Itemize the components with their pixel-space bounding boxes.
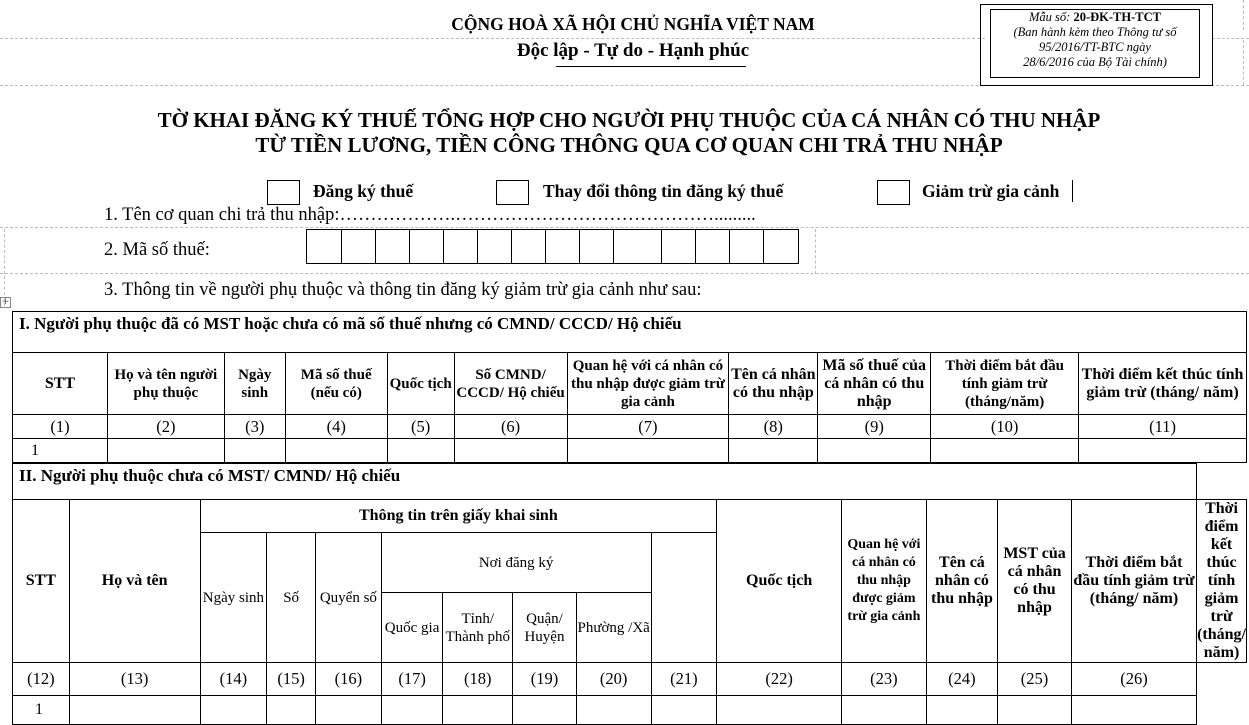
col-number: (7) [567,415,729,439]
col-header: Tên cá nhân có thu nhập [926,500,998,663]
deduction-checkbox[interactable] [877,180,910,205]
col-number: (9) [818,415,931,439]
tax-digit-divider [613,230,614,263]
table-move-handle-icon[interactable]: + [1,297,10,307]
section2-title: II. Người phụ thuộc chưa có MST/ CMND/ Hộ chiếu [13,464,1197,500]
table-cell[interactable] [443,696,513,725]
col-header: Quốc tịch [387,353,454,415]
tax-digit-divider [375,230,376,263]
col-number: (16) [316,663,382,696]
table-cell[interactable] [842,696,926,725]
col-header: Tỉnh/ Thành phố [443,593,513,663]
page-guide [815,229,816,274]
col-number: (21) [651,663,717,696]
col-header: Thời điểm bắt đầu tính giảm trừ (tháng/năm) [931,353,1079,415]
col-header: Họ và tên [69,500,200,663]
tax-digit-divider [477,230,478,263]
col-number: (4) [285,415,387,439]
table-cell[interactable] [267,696,316,725]
table-cell[interactable] [69,696,200,725]
table-cell[interactable] [454,439,567,463]
tax-digit-divider [443,230,444,263]
table-cell[interactable] [381,696,443,725]
col-header: Quốc gia [381,593,443,663]
tax-digit-divider [763,230,764,263]
col-header: Số [267,533,316,663]
table-cell[interactable] [818,439,931,463]
col-number: (3) [224,415,285,439]
row-number: 1 [13,696,70,725]
payer-name-field[interactable]: 1. Tên cơ quan chi trả thu nhập:……………….……………………………………......... [104,205,756,225]
form-title-line1: TỜ KHAI ĐĂNG KÝ THUẾ TỔNG HỢP CHO NGƯỜI PHỤ THUỘC CỦA CÁ NHÂN CÓ THU NHẬP [157,108,1101,132]
section1-title: I. Người phụ thuộc đã có MST hoặc chưa có mã số thuế nhưng có CMND/ CCCD/ Hộ chiếu [13,312,1247,353]
table-cell[interactable] [567,439,729,463]
col-header: Mã số thuế (nếu có) [285,353,387,415]
col-header: Thời điểm kết thúc tính giảm trừ (tháng/ năm) [1079,353,1247,415]
form-code-label: Mẫu số: [1029,10,1074,24]
page-guide [0,38,985,39]
form-note-line: 28/6/2016 của Bộ Tài chính) [1023,55,1167,69]
table-cell[interactable] [717,696,842,725]
col-number: (1) [13,415,108,439]
change-info-checkbox[interactable] [496,180,529,205]
col-header: Thông tin trên giấy khai sinh [200,500,717,533]
col-header: Thời điểm kết thúc tính giảm trừ (tháng/ năm) [1197,500,1246,661]
col-number: (2) [107,415,224,439]
table-cell[interactable] [224,439,285,463]
col-number: (24) [926,663,998,696]
col-number: (22) [717,663,842,696]
register-checkbox[interactable] [267,180,300,205]
col-number: (12) [13,663,70,696]
dependents-info-label: 3. Thông tin về người phụ thuộc và thông tin đăng ký giảm trừ gia cảnh như sau: [104,280,702,300]
col-number: (19) [513,663,577,696]
form-code-inner [990,9,1200,78]
tax-digit-divider [511,230,512,263]
table-cell[interactable] [729,439,818,463]
table-cell[interactable] [926,696,998,725]
page-guide [4,229,5,274]
deduction-label: Giảm trừ gia cảnh [922,181,1060,201]
table-cell[interactable] [1071,696,1196,725]
col-header: Quan hệ với cá nhân có thu nhập được giảm trừ gia cảnh [567,353,729,415]
motto-heading: Độc lập - Tự do - Hạnh phúc [516,40,750,61]
col-header: Quan hệ với cá nhân có thu nhập được giảm trừ gia cảnh [842,500,926,663]
col-header: Họ và tên người phụ thuộc [107,353,224,415]
tax-code-input[interactable] [306,229,799,264]
col-number: (17) [381,663,443,696]
col-number: (26) [1071,663,1196,696]
table-cell[interactable] [1079,439,1247,463]
col-number: (11) [1079,415,1247,439]
col-header: Quận/ Huyện [513,593,577,663]
col-number: (8) [729,415,818,439]
table-cell[interactable] [576,696,651,725]
col-number: (25) [998,663,1072,696]
form-note-line: (Ban hành kèm theo Thông tư số [1013,25,1177,39]
col-header: Mã số thuế của cá nhân có thu nhập [818,353,931,415]
col-header: Thời điểm bắt đầu tính giảm trừ (tháng/ năm) [1071,500,1196,663]
table-cell[interactable] [387,439,454,463]
col-header: Ngày sinh [200,533,267,663]
col-number: (10) [931,415,1079,439]
table-cell[interactable] [651,696,717,725]
col-header: Ngày sinh [224,353,285,415]
col-number: (23) [842,663,926,696]
col-number: (20) [576,663,651,696]
col-header: STT [13,500,70,663]
tax-digit-divider [341,230,342,263]
col-header: Quyển số [316,533,382,663]
col-number: (6) [454,415,567,439]
col-header: Nơi đăng ký [381,533,651,593]
col-number: (13) [69,663,200,696]
form-code: 20-ĐK-TH-TCT [1073,10,1161,24]
text-cursor [1072,180,1073,202]
page-guide [1212,38,1249,39]
change-info-label: Thay đổi thông tin đăng ký thuế [543,181,784,201]
nation-heading: CỘNG HOÀ XÃ HỘI CHỦ NGHĨA VIỆT NAM [451,14,815,34]
table-cell[interactable] [513,696,577,725]
col-header: Tên cá nhân có thu nhập [729,353,818,415]
motto-underline [556,66,746,67]
tax-digit-divider [729,230,730,263]
table-cell[interactable] [285,439,387,463]
col-number: (18) [443,663,513,696]
tax-code-label: 2. Mã số thuế: [104,240,210,260]
tax-digit-divider [409,230,410,263]
col-number: (5) [387,415,454,439]
section1-table [12,311,1247,463]
col-header: Số CMND/ CCCD/ Hộ chiếu [454,353,567,415]
col-header: Phường /Xã [576,593,651,663]
col-number: (14) [200,663,267,696]
col-header: Quốc tịch [717,500,842,663]
form-title-line2: TỪ TIỀN LƯƠNG, TIỀN CÔNG THÔNG QUA CƠ QUAN CHI TRẢ THU NHẬP [255,133,1003,157]
table-cell[interactable] [107,439,224,463]
col-header: STT [13,353,108,415]
col-number: (15) [267,663,316,696]
tax-digit-divider [661,230,662,263]
tax-digit-divider [545,230,546,263]
page-guide [0,273,1249,274]
row-number: 1 [13,439,108,463]
table-cell[interactable] [931,439,1079,463]
register-label: Đăng ký thuế [313,181,414,201]
page-guide [0,227,1249,228]
tax-digit-divider [579,230,580,263]
col-header: MST của cá nhân có thu nhập [998,500,1072,663]
form-note-line: 95/2016/TT-BTC ngày [1039,40,1151,54]
tax-digit-divider [695,230,696,263]
table-cell[interactable] [998,696,1072,725]
section2-table [12,463,1247,725]
table-cell[interactable] [316,696,382,725]
table-cell[interactable] [200,696,267,725]
